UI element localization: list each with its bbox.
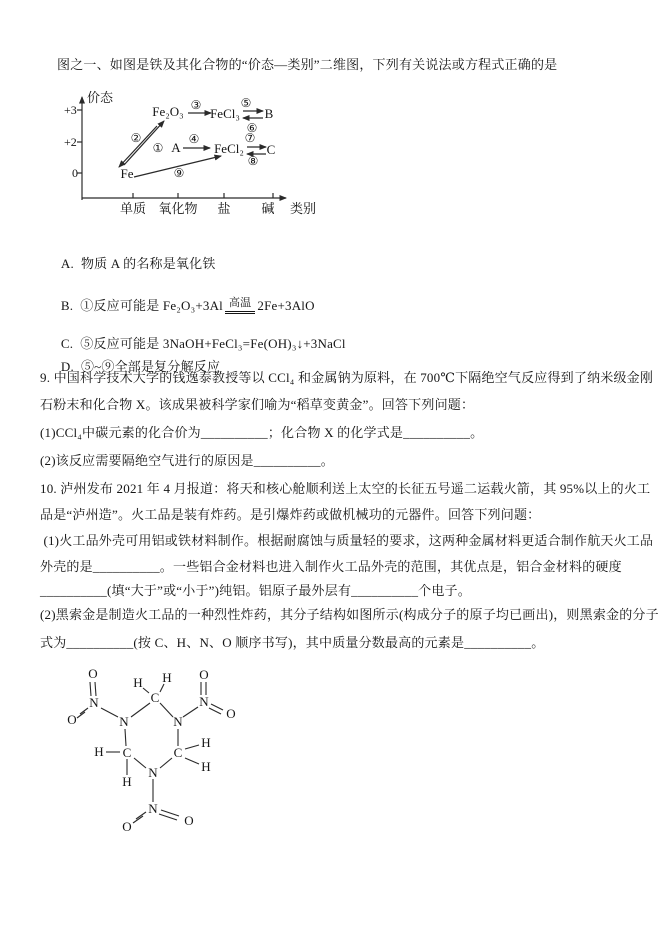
question-9-line-2: 石粉末和化合物 X。该成果被科学家们喻为“稻草变黄金”。回答下列问题：: [40, 397, 475, 412]
atom-n-nitro-left: N: [89, 695, 99, 710]
option-d-text: ⑤~⑨全部是复分解反应: [80, 359, 221, 374]
x-cat-oxide: 氧化物: [158, 201, 198, 216]
arrow-num-4: ④: [188, 132, 200, 146]
x-cat-salt: 盐: [217, 201, 231, 216]
question-10-sub2-line-2: 式为__________(按 C、H、N、O 顺序书写)，其中质量分数最高的元素是__________。: [40, 635, 545, 650]
substance-b: B: [264, 106, 274, 121]
question-9-line-1: 9. 中国科学技术大学的钱逸泰教授等以 CCl₄ 和金属钠为原料，在 700℃下隔绝空气反应得到了纳米级金刚: [40, 370, 654, 385]
question-10-line-1: 10. 泸州发布 2021 年 4 月报道：将天和核心舱顺利送上太空的长征五号遥二运载火箭，其 95%以上的火工: [40, 481, 651, 496]
arrow-num-6: ⑥: [246, 121, 258, 135]
y-tick-plus3: +3: [64, 103, 77, 117]
option-b-label: B.: [60, 298, 74, 313]
question-10-sub1-line-3: __________(填“大于”或“小于”)纯铝。铝原子最外层有__________个电子。: [40, 583, 471, 598]
option-a-label: A.: [60, 256, 74, 271]
option-b-equation-right: 2Fe+3AlO: [257, 298, 315, 313]
atom-o-nl-left: O: [67, 712, 77, 727]
atom-h-left: H: [94, 744, 104, 759]
arrow-num-5: ⑤: [240, 96, 252, 110]
substance-a: A: [171, 140, 181, 155]
hexogen-molecule-structure: [50, 658, 250, 858]
x-axis-label: 类别: [290, 201, 317, 216]
substance-fe2o3: Fe₂O₃: [152, 104, 184, 119]
atom-n-ring-left: N: [119, 714, 129, 729]
arrow-num-8: ⑧: [247, 154, 259, 168]
question-8-stem: 图之一、如图是铁及其化合物的“价态—类别”二维图，下列有关说法或方程式正确的是: [57, 57, 558, 72]
atom-o-nb-left: O: [122, 819, 132, 834]
question-10-sub1-line-1: (1)火工品外壳可用铝或铁材料制作。根据耐腐蚀与质量轻的要求，这两种金属材料更适合制作航天火工品: [40, 533, 654, 548]
reaction-condition-text: 高温: [225, 297, 255, 314]
substance-fecl3: FeCl₃: [210, 106, 240, 121]
arrow-num-9: ⑨: [173, 166, 185, 180]
atom-h-top-right: H: [162, 670, 172, 685]
option-b-equation-left: ①反应可能是 Fe₂O₃+3Al: [80, 298, 223, 313]
option-a-text: 物质 A 的名称是氧化铁: [80, 256, 216, 271]
option-c-text: ⑤反应可能是 3NaOH+FeCl₃=Fe(OH)₃↓+3NaCl: [80, 336, 346, 351]
atom-o-nr-top: O: [199, 667, 209, 682]
atom-o-nb-right: O: [184, 813, 194, 828]
reaction-condition: [225, 297, 255, 314]
question-10-line-2: 品是“泸州造”。火工品是装有炸药。是引爆炸药或做机械功的元器件。回答下列问题：: [40, 507, 541, 522]
question-9-blank-line-2: (2)该反应需要隔绝空气进行的原因是__________。: [40, 453, 334, 468]
atom-h-top-left: H: [133, 675, 143, 690]
question-10-sub1-line-2: 外壳的是__________。一些铝合金材料也进入制作火工品外壳的范围，其优点是，铝合金材料的硬度: [40, 559, 622, 574]
option-b: [54, 281, 315, 314]
arrow-num-2: ②: [130, 131, 142, 145]
atom-h-below: H: [122, 774, 132, 789]
substance-fe: Fe: [120, 166, 134, 181]
molecule-atoms: [67, 666, 235, 834]
atom-h-upper-right: H: [201, 735, 211, 750]
substance-c: C: [266, 142, 276, 157]
x-cat-base: 碱: [261, 201, 275, 216]
question-9-blank-line-1: (1)CCl₄中碳元素的化合价为__________；化合物 X 的化学式是__________。: [40, 425, 484, 440]
arrow-num-7: ⑦: [244, 131, 256, 145]
valence-category-chart: [60, 85, 332, 235]
atom-h-right: H: [201, 759, 211, 774]
atom-n-nitro-right: N: [199, 694, 209, 709]
y-axis-label: 价态: [87, 90, 114, 105]
atom-n-nitro-bottom: N: [148, 801, 158, 816]
option-d-label: D.: [60, 359, 74, 374]
arrow-num-1: ①: [152, 141, 164, 155]
question-10-sub2-line-1: (2)黑索金是制造火工品的一种烈性炸药，其分子结构如图所示(构成分子的原子均已画出)，则黑索金的分子: [40, 607, 659, 622]
option-c-label: C.: [60, 336, 74, 351]
atom-o-nr-right: O: [226, 706, 236, 721]
atom-c-top: C: [150, 690, 160, 705]
atom-c-bottom-right: C: [173, 745, 183, 760]
atom-c-bottom-left: C: [122, 745, 132, 760]
atom-n-ring-right: N: [173, 714, 183, 729]
y-tick-zero: 0: [72, 166, 78, 180]
substance-fecl2: FeCl₂: [214, 141, 244, 156]
x-cat-element: 单质: [119, 201, 147, 216]
atom-o-nl-top: O: [88, 666, 98, 681]
atom-n-ring-bottom: N: [148, 765, 158, 780]
arrow-num-3: ③: [190, 98, 202, 112]
option-a: [54, 240, 216, 272]
y-tick-plus2: +2: [64, 135, 77, 149]
